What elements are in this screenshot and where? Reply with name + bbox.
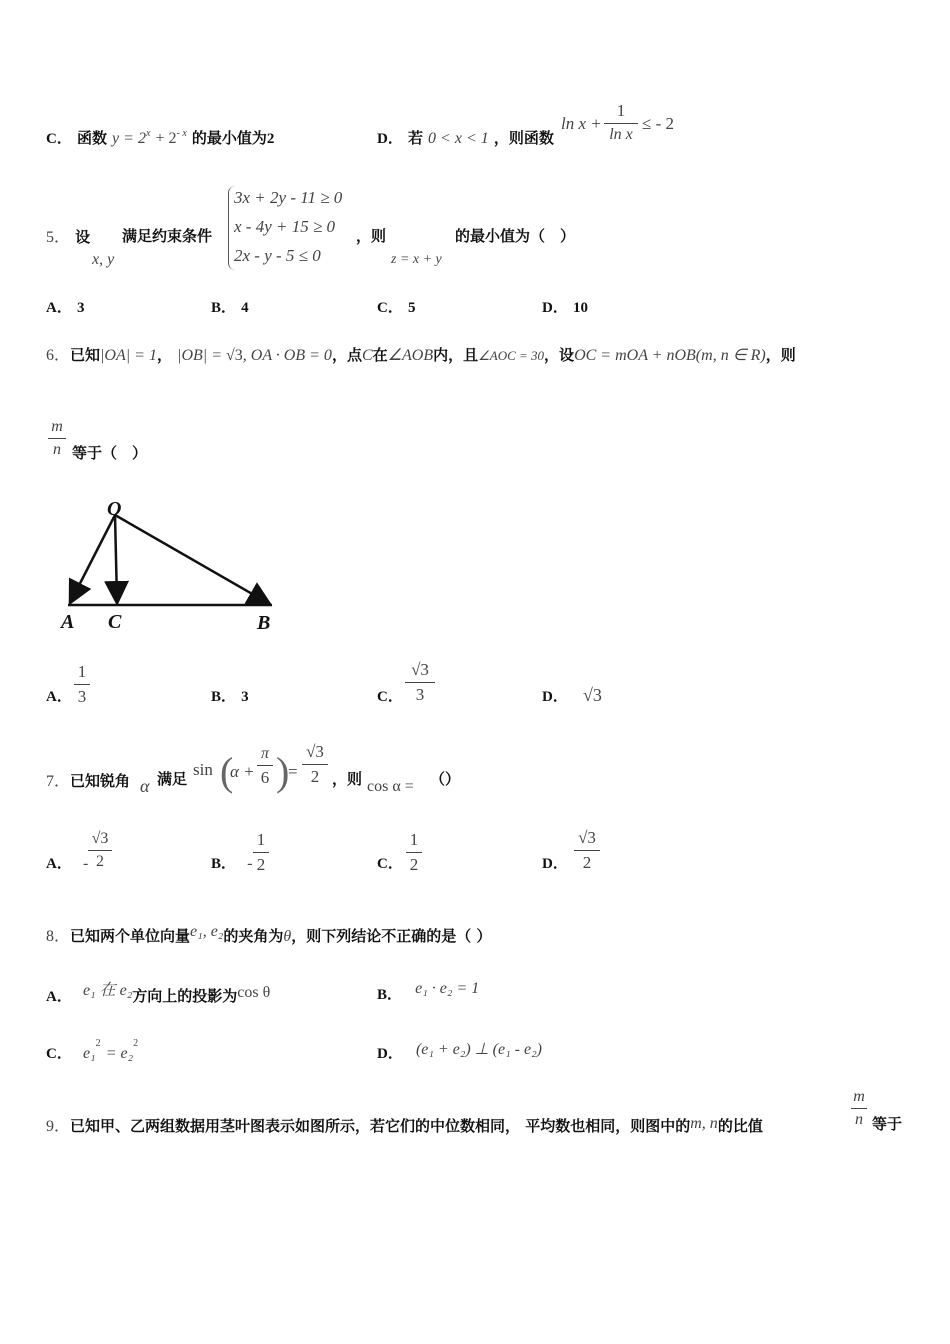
q5-option-b [211, 296, 249, 317]
q7-text1: 已知锐角 [70, 772, 131, 790]
vector-oa [71, 515, 115, 601]
fraction-numerator: √3 [306, 742, 324, 761]
q6-text3: 在 [372, 346, 388, 364]
label-c: C [108, 611, 122, 633]
q6-option-d [542, 685, 602, 706]
q4-c-math: y = 2 [112, 130, 146, 147]
fraction-numerator: 1 [409, 830, 419, 849]
label-a: A [61, 611, 75, 633]
q4-c-value: 2 [266, 131, 275, 147]
q8-b-math: e₁ · e₂ = 1 [415, 980, 480, 997]
q5-text3: ，则 [356, 227, 387, 245]
vector-oc [115, 515, 117, 601]
question-number: 6． [46, 347, 71, 364]
q5-constraint-3: 2x - y - 5 ≤ 0 [234, 246, 321, 265]
q5-option-d [542, 296, 588, 317]
q4-c-text2: 的最小值为 [191, 129, 267, 147]
q7-option-a-value [88, 830, 112, 871]
label-b: B [257, 612, 271, 634]
q8-option-b [377, 980, 480, 1004]
fraction-numerator: m [51, 418, 63, 435]
fraction-numerator: 1 [616, 101, 626, 120]
q5-text4: 的最小值为（ ） [455, 227, 576, 245]
question-number: 5． [46, 229, 71, 246]
fraction-numerator: √3 [578, 828, 596, 847]
q6-angle2: ∠AOC = 30 [478, 348, 545, 363]
option-label: A． [46, 300, 72, 316]
option-label: B． [211, 689, 237, 705]
q7-pi-over-6 [257, 745, 273, 788]
q5-constraint-1: 3x + 2y - 11 ≥ 0 [234, 188, 343, 207]
option-label: B． [377, 987, 403, 1003]
fraction-numerator: 1 [77, 662, 87, 681]
q6-text1: 已知 [70, 346, 101, 364]
q8-a-math: e₁ 在 e₂ [82, 982, 133, 999]
fraction-numerator: 1 [256, 830, 266, 849]
q9-text1: 已知甲、乙两组数据用茎叶图表示如图所示，若它们的中位数相同， 平均数也相同，则图中的 [70, 1117, 691, 1135]
fraction-denominator: 2 [310, 767, 320, 786]
q8-text2: 的夹角为 [223, 927, 284, 945]
q7-eq: = [288, 762, 298, 781]
q8-c-exp2: 2 [133, 1038, 139, 1049]
q8-vecs: e₁, e₂ [190, 923, 224, 940]
q4-d-rhs: ≤ - 2 [642, 114, 674, 133]
q6-option-a-label: A． [46, 689, 72, 705]
q4-d-text: 若 [407, 129, 423, 147]
fraction-denominator: 2 [409, 855, 419, 874]
fraction-denominator: 2 [96, 853, 104, 870]
q5-option-c [377, 296, 415, 317]
q8-stem [46, 923, 491, 946]
q4-c-exp2: - x [176, 128, 187, 139]
q7-paren-left: ( [220, 749, 234, 794]
q5-option-a [46, 296, 84, 317]
option-label: D． [377, 1046, 403, 1062]
q7-option-d-label [542, 852, 568, 873]
fraction-denominator: 6 [260, 768, 270, 787]
option-label: B． [211, 856, 237, 872]
q6-angle: ∠AOB [387, 347, 434, 364]
q4-c-plus: + 2 [155, 130, 177, 147]
option-label: D． [542, 689, 568, 705]
q7-alpha: α [140, 776, 150, 796]
option-label: D． [542, 300, 568, 316]
q7-option-b-value [253, 830, 269, 875]
q8-d-math: (e₁ + e₂) ⊥ (e₁ - e₂) [415, 1041, 542, 1058]
q6-text5: ，设 [544, 346, 575, 364]
q4-option-c [46, 127, 274, 148]
option-value: 10 [572, 300, 588, 316]
q7-option-c-label [377, 852, 403, 873]
option-label: C． [46, 1046, 72, 1062]
option-label: C． [377, 856, 403, 872]
fraction-denominator: n [855, 1111, 863, 1128]
q7-text4: （） [430, 770, 461, 788]
q4-option-d [377, 127, 554, 148]
option-label: A． [46, 856, 72, 872]
q8-text1: 已知两个单位向量 [70, 927, 191, 945]
q9-mn: m, n [690, 1115, 718, 1132]
q9-m-over-n [851, 1088, 867, 1129]
option-label: D． [542, 856, 568, 872]
q4-d-fraction [604, 101, 638, 144]
q8-a-text: 方向上的投影为 [132, 987, 238, 1005]
question-number: 9． [46, 1118, 71, 1135]
q7-option-d-value [574, 828, 600, 873]
q4-d-math: 0 < x < 1 [428, 130, 489, 147]
q9-stem [46, 1113, 763, 1136]
q5-text1: 设 [75, 228, 91, 246]
q5-constraint-2: x - 4y + 15 ≥ 0 [234, 217, 336, 236]
q5-z-expr: z = x + y [391, 252, 442, 267]
q6-option-c-value [405, 660, 435, 705]
q4-c-exp1: x [145, 128, 151, 139]
q8-c-math2: = e₂ [105, 1045, 134, 1062]
q7-option-b-label [211, 852, 252, 873]
option-sign: - [247, 855, 253, 872]
q4-d-text2: ，则函数 [493, 129, 554, 147]
q8-option-a [46, 983, 270, 1006]
option-label: D． [377, 131, 403, 147]
option-label: C． [46, 131, 72, 147]
q7-inner-alpha: α + [230, 762, 255, 781]
question-number: 8． [46, 928, 71, 945]
label-o: O [107, 498, 122, 520]
q6-m1: |OA| = 1 [100, 347, 157, 364]
q8-option-c [46, 1038, 139, 1063]
q8-c-exp1: 2 [95, 1038, 101, 1049]
q7-cos: cos α = [367, 778, 414, 795]
option-label: B． [211, 300, 237, 316]
q5-stem [46, 224, 90, 247]
q7-paren-right: ) [276, 749, 290, 794]
q7-text3: ，则 [332, 770, 363, 788]
q6-text7: 等于（ ） [72, 444, 148, 462]
q5-vars: x, y [92, 251, 115, 268]
q6-point-c: C [361, 347, 373, 364]
option-label: A． [46, 989, 72, 1005]
q9-text2: 的比值 [717, 1117, 763, 1135]
option-value: √3 [582, 685, 602, 705]
q6-stem [46, 342, 796, 365]
q7-text2: 满足 [157, 770, 188, 788]
q5-text2: 满足约束条件 [122, 227, 213, 245]
q6-option-c-label: C． [377, 689, 403, 705]
q6-m2b: , OA · OB = 0 [242, 347, 332, 364]
q9-text3: 等于 [872, 1115, 903, 1133]
q7-option-a-label [46, 852, 88, 873]
q6-m2sqrt: √3 [225, 347, 243, 364]
fraction-denominator: 2 [582, 853, 592, 872]
fraction-denominator: 3 [77, 687, 87, 706]
q6-m-over-n [48, 418, 66, 459]
q4-c-text: 函数 [76, 129, 107, 147]
q6-oc: OC = mOA + nOB(m, n ∈ R) [574, 347, 766, 364]
q8-theta: θ [283, 928, 292, 945]
q8-option-d [377, 1042, 542, 1063]
q4-d-lnx: ln x + [561, 114, 602, 133]
q6-option-a-value [74, 662, 90, 707]
fraction-numerator: m [853, 1088, 865, 1105]
vector-ob [115, 515, 268, 603]
option-value: 3 [241, 689, 249, 705]
q8-c-math1: e₁ [82, 1045, 96, 1062]
q8-a-cos: cos θ [237, 984, 271, 1001]
option-value: 3 [76, 300, 85, 316]
q7-rhs [302, 742, 328, 787]
q6-text4: 内，且 [433, 346, 479, 364]
option-value: 5 [407, 300, 416, 316]
q6-text6: ，则 [765, 346, 796, 364]
fraction-numerator: √3 [411, 660, 429, 679]
q6-triangle-diagram [50, 495, 290, 640]
fraction-denominator: n [53, 441, 61, 458]
q7-sin: sin [193, 760, 213, 779]
q8-text3: ，则下列结论不正确的是（ ） [291, 927, 492, 945]
fraction-denominator: ln x [609, 126, 633, 143]
fraction-denominator: 3 [415, 685, 425, 704]
option-sign: - [82, 855, 89, 872]
q7-stem-start [46, 768, 130, 791]
question-number: 7． [46, 773, 71, 790]
fraction-numerator: √3 [91, 830, 109, 847]
q6-m2a: |OB| = [177, 347, 226, 364]
option-label: C． [377, 300, 403, 316]
q7-option-c-value [406, 830, 422, 875]
q6-text2: ，点 [331, 346, 362, 364]
q6-comma: ， [156, 346, 172, 364]
fraction-denominator: 2 [256, 855, 266, 874]
q6-option-b [211, 685, 249, 706]
fraction-numerator: π [260, 745, 269, 762]
option-value: 4 [241, 300, 249, 316]
